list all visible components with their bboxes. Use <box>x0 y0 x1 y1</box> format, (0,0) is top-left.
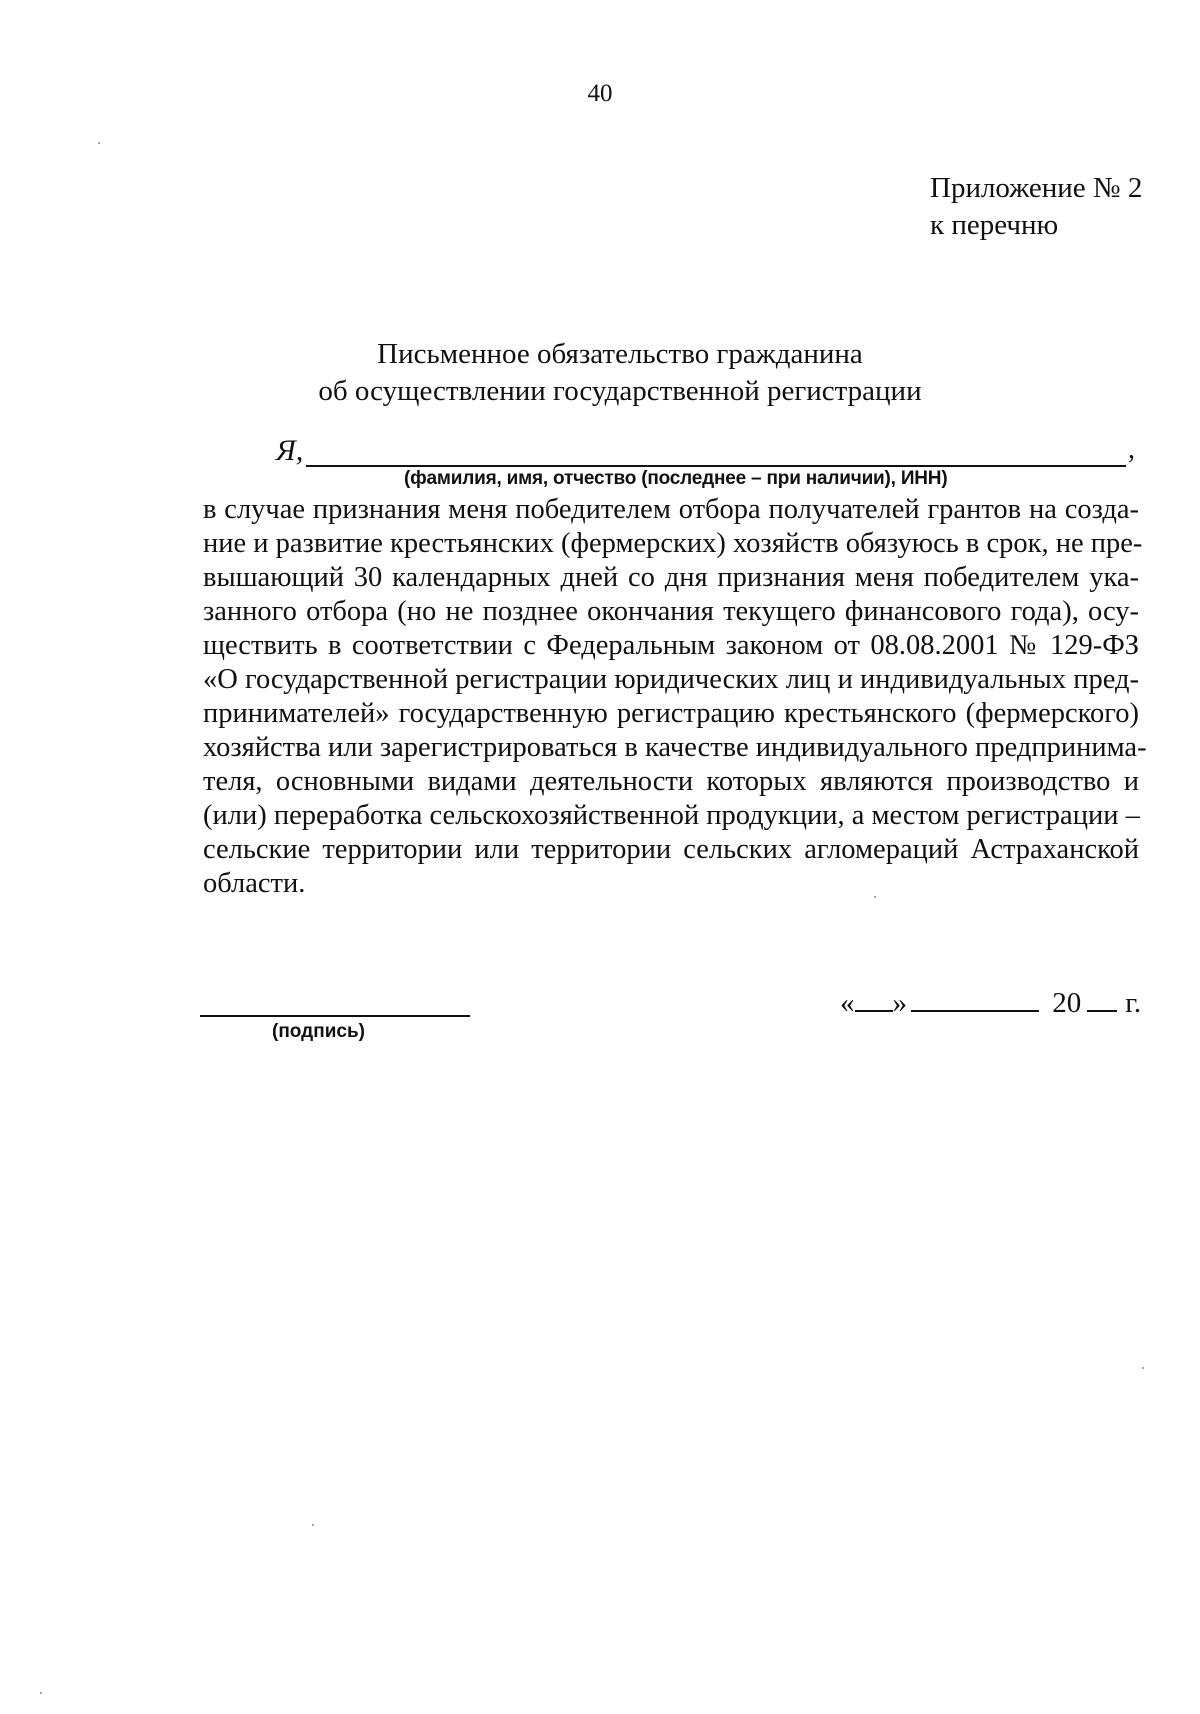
date-close-quote: » <box>892 987 907 1019</box>
scan-speck <box>40 1692 42 1694</box>
page-number: 40 <box>587 80 613 107</box>
date-year-suffix: г. <box>1125 987 1142 1019</box>
scan-speck <box>1142 1367 1144 1369</box>
name-field <box>276 434 1136 472</box>
date-field <box>840 986 1141 1020</box>
scan-speck <box>98 142 100 144</box>
obligation-text-line: принимателей» государственную регистрацию крестьянского (фермерского) <box>203 698 1139 729</box>
date-month-blank <box>911 986 1039 1012</box>
date-open-quote: « <box>840 987 855 1019</box>
signature-caption: (подпись) <box>272 1021 365 1042</box>
obligation-text <box>203 493 1147 901</box>
obligation-text-line: в случае признания меня победителем отбора получателей грантов на созда- <box>203 494 1139 525</box>
appendix-number: Приложение № 2 <box>930 172 1143 204</box>
obligation-text-line: занного отбора (но не позднее окончания текущего финансового года), осу- <box>203 596 1139 627</box>
obligation-text-line: области. <box>203 868 306 899</box>
document-title <box>0 336 1200 410</box>
obligation-text-line: ществить в соответствии с Федеральным законом от 08.08.2001 № 129-ФЗ <box>203 630 1139 661</box>
document-title-line-2: об осуществлении государственной регистрации <box>318 375 922 407</box>
name-field-prefix: Я, <box>276 434 304 467</box>
date-year-prefix: 20 <box>1052 987 1082 1019</box>
obligation-text-line: хозяйства или зарегистрироваться в качестве индивидуального предпринима- <box>203 732 1147 763</box>
date-year-blank <box>1087 986 1117 1012</box>
appendix-reference <box>930 170 1142 244</box>
name-field-suffix: , <box>1128 434 1135 465</box>
name-field-blank <box>306 465 1126 467</box>
appendix-target: к перечню <box>930 209 1059 241</box>
name-field-caption: (фамилия, имя, отчество (последнее – при наличии), ИНН) <box>404 468 948 489</box>
scan-speck <box>874 896 876 898</box>
obligation-text-line: (или) переработка сельскохозяйственной продукции, а местом регистрации – <box>203 800 1140 831</box>
obligation-text-line: теля, основными видами деятельности которых являются производство и <box>203 766 1139 797</box>
signature-field <box>200 1014 470 1043</box>
obligation-text-line: «О государственной регистрации юридических лиц и индивидуальных пред- <box>203 664 1139 695</box>
obligation-text-line: ние и развитие крестьянских (фермерских) хозяйств обязуюсь в срок, не пре- <box>203 528 1143 559</box>
signature-blank <box>200 1014 470 1017</box>
document-title-line-1: Письменное обязательство гражданина <box>377 338 863 370</box>
obligation-text-line: вышающий 30 календарных дней со дня признания меня победителем ука- <box>203 562 1139 593</box>
date-day-blank <box>855 986 893 1012</box>
scan-speck <box>312 1524 314 1526</box>
obligation-text-line: сельские территории или территории сельских агломераций Астраханской <box>203 834 1139 865</box>
